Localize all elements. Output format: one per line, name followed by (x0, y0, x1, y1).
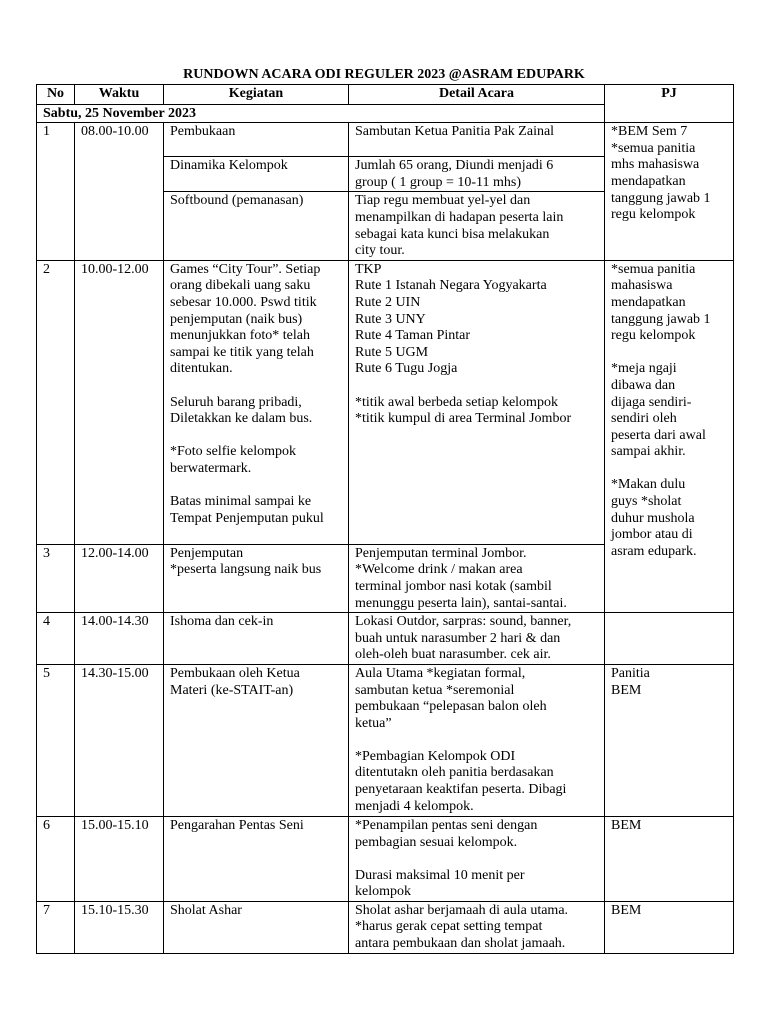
row-waktu: 15.10-15.30 (75, 901, 164, 953)
header-pj: PJ (605, 85, 734, 123)
row-kegiatan: Penjemputan *peserta langsung naik bus (164, 544, 349, 612)
header-detail: Detail Acara (349, 85, 605, 105)
row-waktu: 08.00-10.00 (75, 123, 164, 261)
row-waktu: 15.00-15.10 (75, 816, 164, 901)
row-pj: *BEM Sem 7 *semua panitia mhs mahasiswa mendapatkan tanggung jawab 1 regu kelompok (605, 123, 734, 261)
row-no: 3 (37, 544, 75, 612)
table-header-row (37, 85, 734, 105)
row-no: 1 (37, 123, 75, 261)
header-kegiatan: Kegiatan (164, 85, 349, 105)
header-waktu: Waktu (75, 85, 164, 105)
row-waktu: 12.00-14.00 (75, 544, 164, 612)
row-detail: Penjemputan terminal Jombor. *Welcome drink / makan area terminal jombor nasi kotak (sambil menunggu peserta lain), santai-santai. (349, 544, 605, 612)
row-detail: TKP Rute 1 Istanah Negara Yogyakarta Rute 2 UIN Rute 3 UNY Rute 4 Taman Pintar Rute 5 UGM Rute 6 Tugu Jogja *titik awal berbeda setiap kelompok *titik kumpul di area Terminal Jombor (349, 260, 605, 544)
day-label: Sabtu, 25 November 2023 (37, 104, 605, 123)
table-row (37, 123, 734, 157)
row-kegiatan: Pembukaan oleh Ketua Materi (ke-STAIT-an) (164, 664, 349, 816)
table-row (37, 613, 734, 665)
row-detail: Aula Utama *kegiatan formal, sambutan ketua *seremonial pembukaan “pelepasan balon oleh ketua” *Pembagian Kelompok ODI ditentutakn oleh panitia berdasakan penyetaraan keaktifan peserta. Dibagi menjadi 4 kelompok. (349, 664, 605, 816)
row-no: 2 (37, 260, 75, 544)
row-detail: *Penampilan pentas seni dengan pembagian sesuai kelompok. Durasi maksimal 10 menit per kelompok (349, 816, 605, 901)
row-no: 7 (37, 901, 75, 953)
row-pj: BEM (605, 816, 734, 901)
row-kegiatan: Games “City Tour”. Setiap orang dibekali uang saku sebesar 10.000. Pswd titik penjemputan (naik bus) menunjukkan foto* telah sampai ke titik yang telah ditentukan. Seluruh barang pribadi, Diletakkan ke dalam bus. *Foto selfie kelompok berwatermark. Batas minimal sampai ke Tempat Penjemputan pukul (164, 260, 349, 544)
row-kegiatan: Pengarahan Pentas Seni (164, 816, 349, 901)
rundown-table (36, 84, 734, 954)
row-detail: Sambutan Ketua Panitia Pak Zainal (349, 123, 605, 157)
row-waktu: 14.00-14.30 (75, 613, 164, 665)
row-pj (605, 613, 734, 665)
row-pj: Panitia BEM (605, 664, 734, 816)
row-kegiatan: Sholat Ashar (164, 901, 349, 953)
row-detail: Sholat ashar berjamaah di aula utama. *harus gerak cepat setting tempat antara pembukaan dan sholat jamaah. (349, 901, 605, 953)
row-kegiatan: Dinamika Kelompok (164, 157, 349, 192)
header-no: No (37, 85, 75, 105)
row-kegiatan: Pembukaan (164, 123, 349, 157)
table-row (37, 816, 734, 901)
row-pj: *semua panitia mahasiswa mendapatkan tanggung jawab 1 regu kelompok *meja ngaji dibawa dan dijaga sendiri- sendiri oleh peserta dari awal sampai akhir. *Makan dulu guys *sholat duhur mushola jombor atau di asram edupark. (605, 260, 734, 612)
row-kegiatan: Softbound (pemanasan) (164, 192, 349, 260)
document-title: RUNDOWN ACARA ODI REGULER 2023 @ASRAM EDUPARK (183, 67, 585, 82)
row-no: 5 (37, 664, 75, 816)
row-kegiatan: Ishoma dan cek-in (164, 613, 349, 665)
row-no: 6 (37, 816, 75, 901)
table-row (37, 901, 734, 953)
row-pj: BEM (605, 901, 734, 953)
row-detail: Jumlah 65 orang, Diundi menjadi 6 group ( 1 group = 10-11 mhs) (349, 157, 605, 192)
row-waktu: 10.00-12.00 (75, 260, 164, 544)
row-no: 4 (37, 613, 75, 665)
row-detail: Lokasi Outdor, sarpras: sound, banner, buah untuk narasumber 2 hari & dan oleh-oleh buat narasumber. cek air. (349, 613, 605, 665)
row-detail: Tiap regu membuat yel-yel dan menampilkan di hadapan peserta lain sebagai kata kunci bisa melakukan city tour. (349, 192, 605, 260)
table-row (37, 260, 734, 544)
row-waktu: 14.30-15.00 (75, 664, 164, 816)
table-row (37, 664, 734, 816)
